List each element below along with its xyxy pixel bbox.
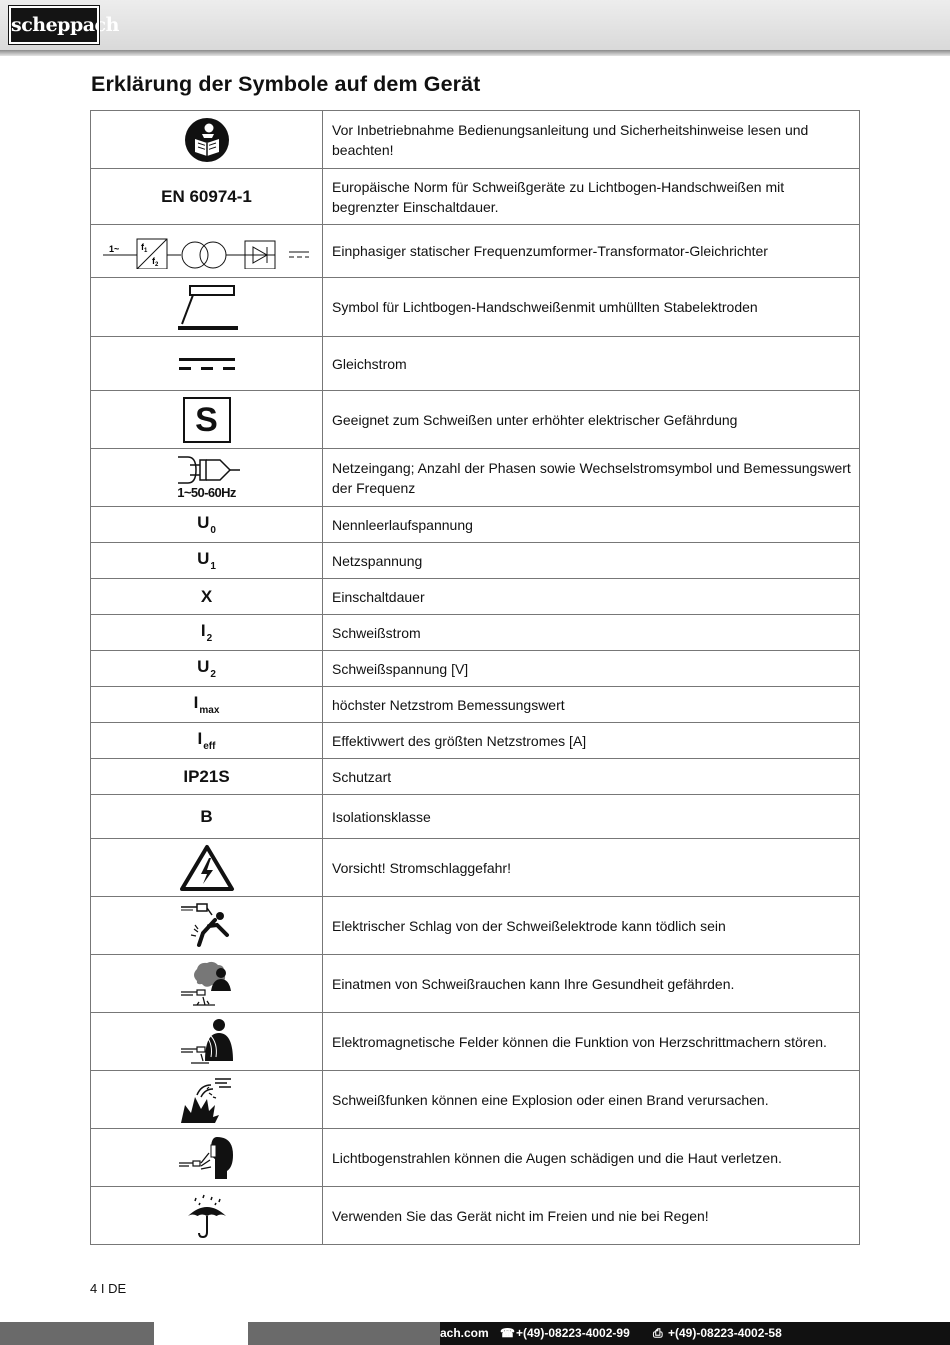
symbol-cell [91,278,323,337]
description-cell: Schweißfunken können eine Explosion oder einen Brand verursachen. [323,1071,860,1129]
description-cell: Gleichstrom [323,337,860,391]
symbol-cell [91,543,323,579]
symbol-cell [91,687,323,723]
symbol-cell [91,225,323,278]
page-title: Erklärung der Symbole auf dem Gerät [91,72,481,96]
table-row [91,1013,860,1071]
mains-frequency-label: 1~50-60Hz [177,485,236,500]
description-cell: Europäische Norm für Schweißgeräte zu Lichtbogen-Handschweißen mit begrenzter Einschaltdauer. [323,169,860,225]
symbol-cell [91,651,323,687]
symbol-letter: I [200,621,206,640]
table-row [91,615,860,651]
symbol-letter: U [197,549,210,568]
table-row [91,543,860,579]
description-cell: Einschaltdauer [323,579,860,615]
description-cell: Schweißstrom [323,615,860,651]
symbol-subscript: eff [203,741,216,752]
svg-text:f1 [141,242,148,254]
table-row [91,955,860,1013]
welding-fumes-icon [179,959,235,1009]
description-cell: Schweißspannung [V] [323,651,860,687]
footer-stripe [248,1322,440,1345]
stick-electrode-welding-icon [174,282,240,332]
description-cell: Vorsicht! Stromschlaggefahr! [323,839,860,897]
description-cell: Schutzart [323,759,860,795]
symbol-cell [91,955,323,1013]
fax-icon: ⎙ [653,1326,663,1340]
symbol-subscript: 2 [206,633,213,644]
table-row [91,1129,860,1187]
table-row [91,579,860,615]
description-cell: Elektromagnetische Felder können die Funktion von Herzschrittmachern stören. [323,1013,860,1071]
electrode-shock-icon [179,901,235,951]
description-cell: Vor Inbetriebnahme Bedienungsanleitung und Sicherheitshinweise lesen und beachten! [323,111,860,169]
table-row [91,759,860,795]
page-footer [0,1322,950,1345]
table-row [91,839,860,897]
symbols-table [90,110,860,1245]
symbol-cell [91,507,323,543]
symbol-subscript: 1 [210,561,216,572]
symbol-cell [91,337,323,391]
symbol-cell [91,111,323,169]
symbol-cell: IP21S [91,759,323,795]
symbol-subscript: max [199,705,220,716]
electric-shock-warning-icon [179,844,235,892]
symbol-cell [91,615,323,651]
footer-contact-bar [440,1322,950,1345]
table-row [91,897,860,955]
table-row [91,1187,860,1245]
table-row [91,225,860,278]
footer-fax: +(49)-08223-4002-58 [668,1326,782,1340]
brand-logo: scheppach [9,6,99,44]
symbol-cell: EN 60974-1 [91,169,323,225]
svg-text:f2 [152,256,159,268]
symbol-letter: U [197,657,210,676]
table-row [91,337,860,391]
read-manual-icon [184,117,230,163]
f2-sub: 2 [154,262,158,268]
symbol-letter: I [197,729,203,748]
table-row [91,795,860,839]
symbol-cell [91,1013,323,1071]
arc-rays-icon [177,1133,237,1183]
footer-website: ach.com [440,1326,489,1340]
header-shadow [0,50,950,56]
description-cell: Effektivwert des größten Netzstromes [A] [323,723,860,759]
table-row [91,651,860,687]
pacemaker-warning-icon [179,1017,235,1067]
symbol-letter: I [193,693,199,712]
s-symbol-box: S [183,397,231,443]
description-cell: Netzeingang; Anzahl der Phasen sowie Wechselstromsymbol und Bemessungswert der Frequenz [323,449,860,507]
symbol-cell [91,1129,323,1187]
description-cell: Symbol für Lichtbogen-Handschweißenmit umhüllten Stabelektroden [323,278,860,337]
f2-label: f [151,256,155,266]
table-row [91,687,860,723]
table-row [91,1071,860,1129]
symbol-cell [91,1071,323,1129]
description-cell: Nennleerlaufspannung [323,507,860,543]
phone-icon: ☎ [500,1326,515,1340]
description-cell: Netzspannung [323,543,860,579]
symbol-subscript: 2 [210,669,216,680]
symbol-cell [91,1187,323,1245]
symbol-cell [91,391,323,449]
direct-current-icon [177,354,237,374]
symbol-subscript: 0 [210,525,216,536]
no-rain-icon [184,1192,230,1240]
symbol-cell [91,449,323,507]
symbol-cell [91,897,323,955]
symbol-cell [91,723,323,759]
footer-stripe [0,1322,154,1345]
symbol-cell [91,839,323,897]
description-cell: Geeignet zum Schweißen unter erhöhter elektrischer Gefährdung [323,391,860,449]
description-cell: Isolationsklasse [323,795,860,839]
description-cell: Lichtbogenstrahlen können die Augen schädigen und die Haut verletzen. [323,1129,860,1187]
f1-label: f [140,242,144,252]
table-row [91,278,860,337]
symbol-cell: X [91,579,323,615]
description-cell: Einphasiger statischer Frequenzumformer-Transformator-Gleichrichter [323,225,860,278]
page-header [0,0,950,50]
table-row [91,507,860,543]
description-cell: Einatmen von Schweißrauchen kann Ihre Gesundheit gefährden. [323,955,860,1013]
table-row [91,391,860,449]
table-row [91,169,860,225]
mains-plug-icon [172,455,242,485]
description-cell: Verwenden Sie das Gerät nicht im Freien und nie bei Regen! [323,1187,860,1245]
f1-sub: 1 [143,248,147,254]
sparks-explosion-icon [179,1075,235,1125]
table-row [91,111,860,169]
symbol-letter: U [197,513,210,532]
page-number: 4 I DE [90,1281,127,1296]
description-cell: höchster Netzstrom Bemessungswert [323,687,860,723]
footer-phone: +(49)-08223-4002-99 [516,1326,630,1340]
description-cell: Elektrischer Schlag von der Schweißelektrode kann tödlich sein [323,897,860,955]
symbol-cell: B [91,795,323,839]
table-row [91,723,860,759]
converter-transformer-rectifier-icon [101,233,313,269]
table-row [91,449,860,507]
phase-label: 1~ [108,244,119,254]
